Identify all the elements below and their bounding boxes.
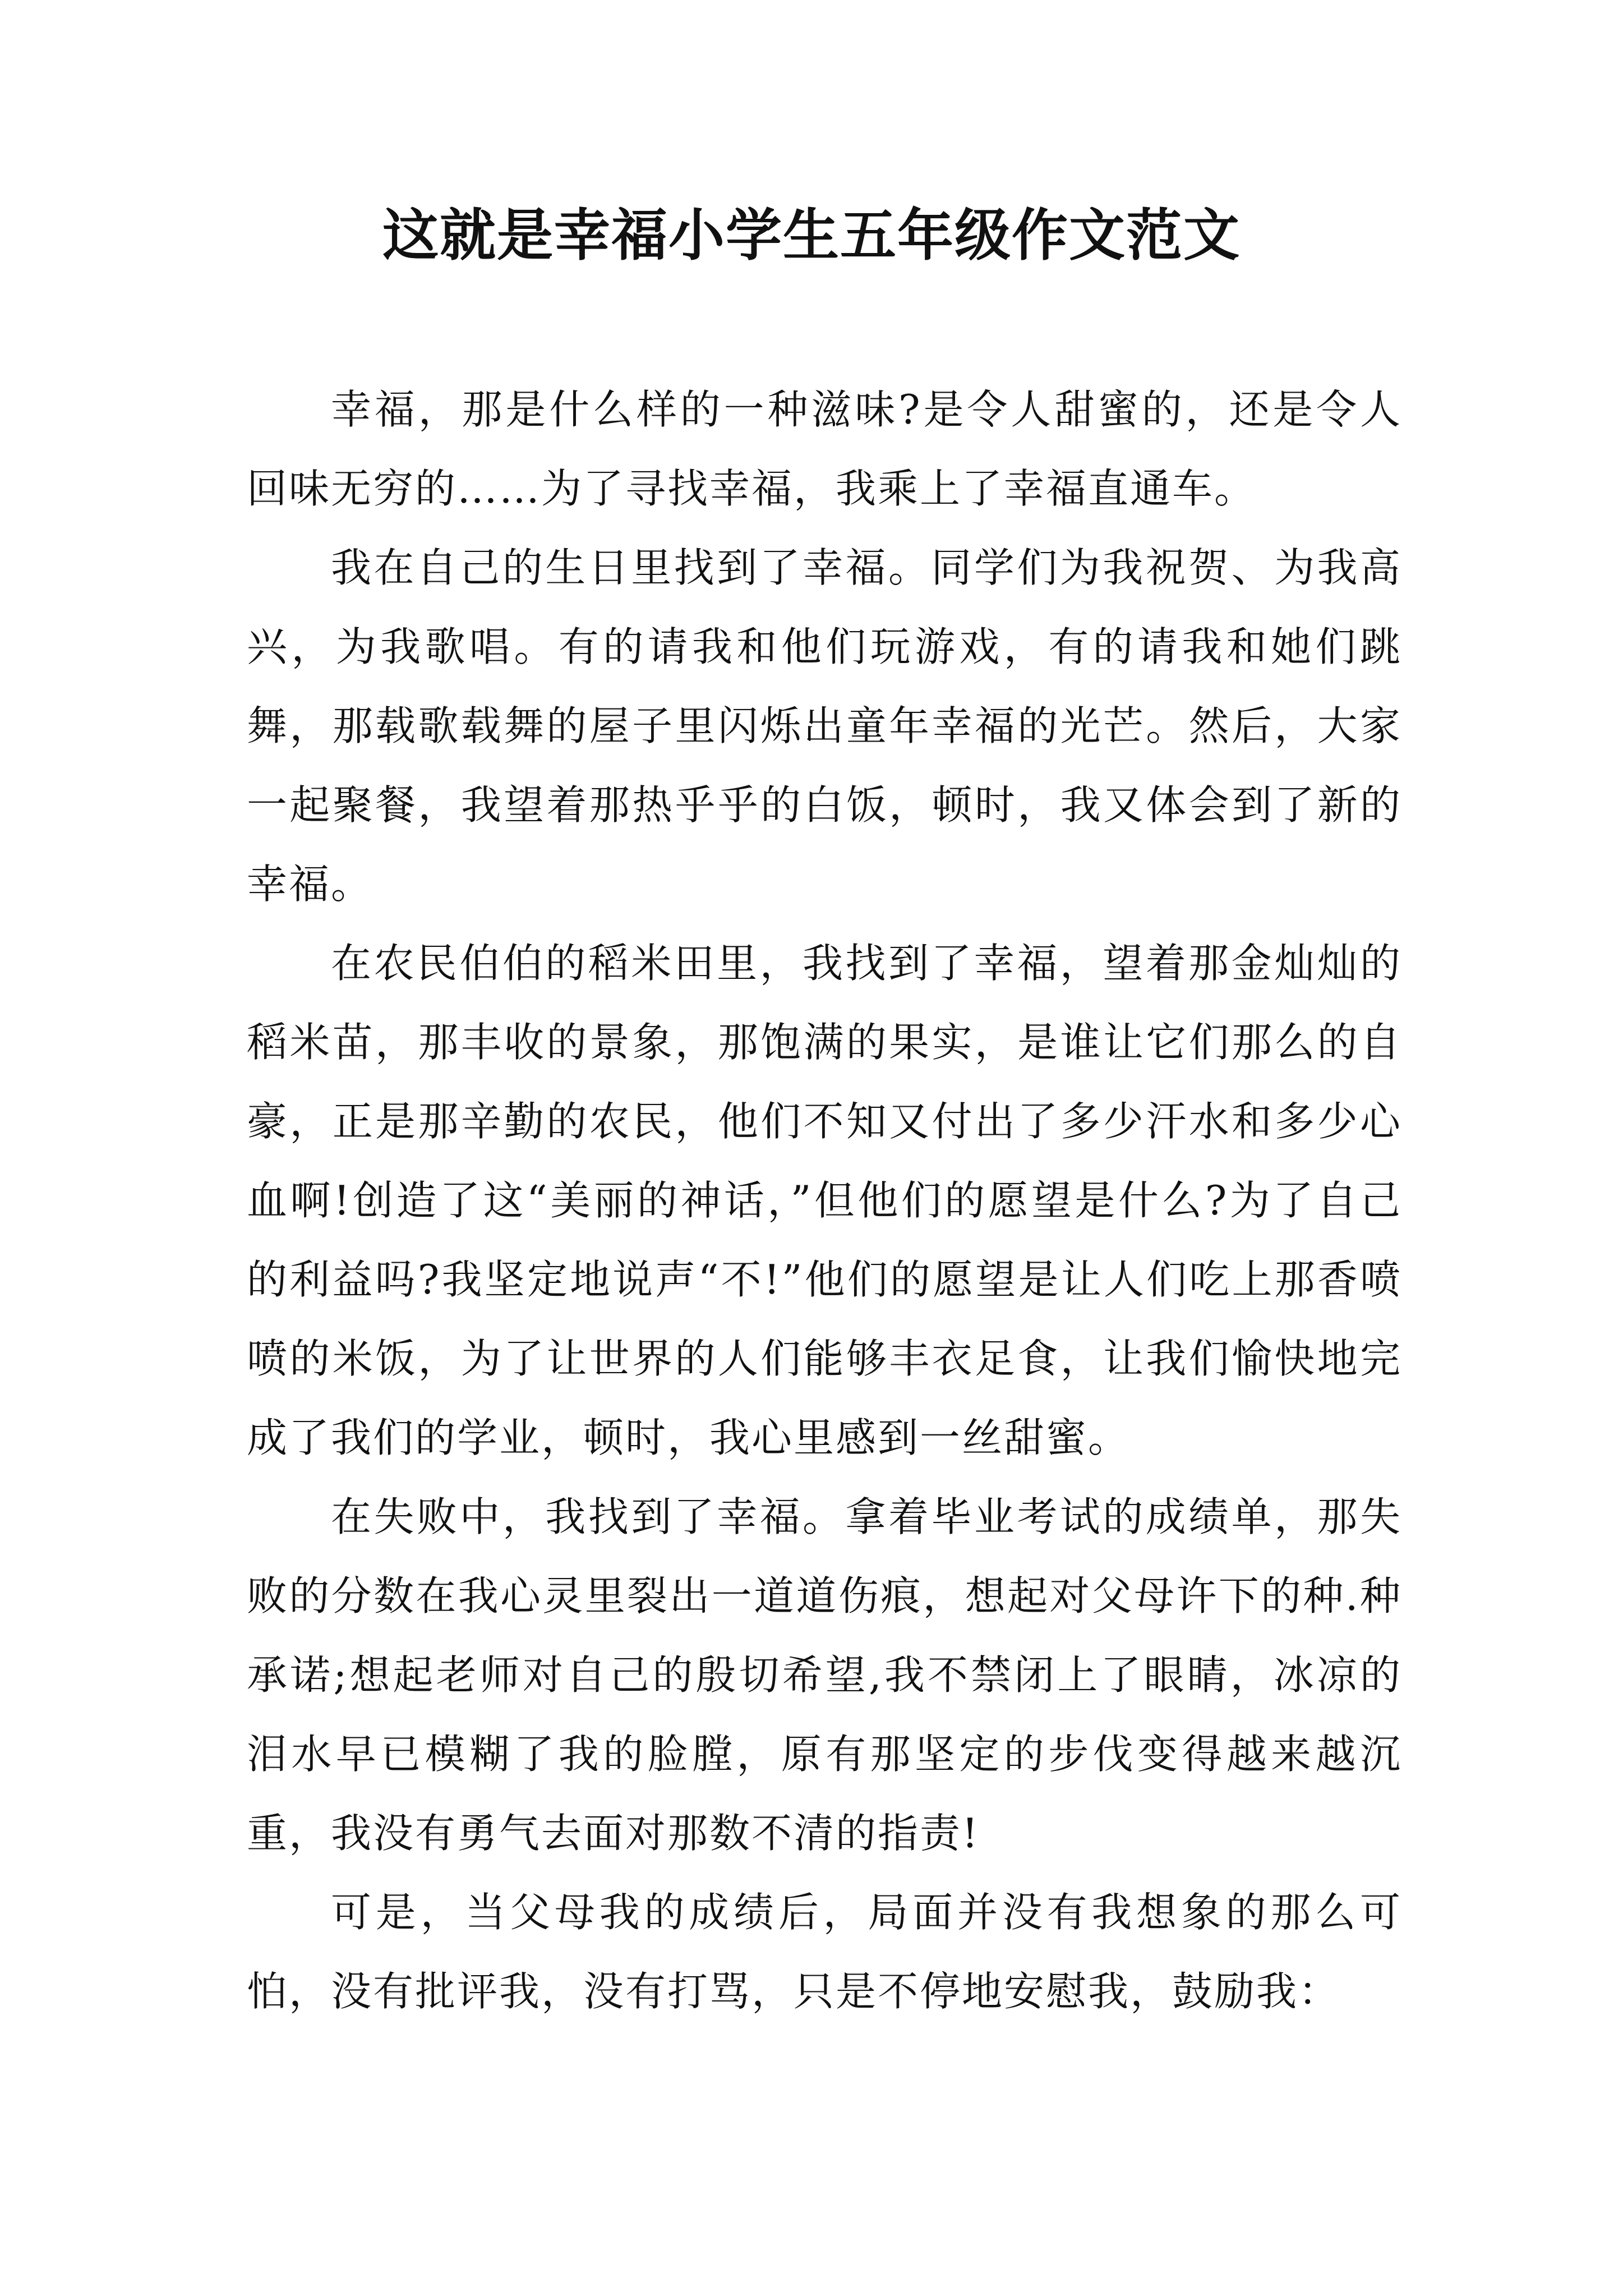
paragraph-1: 幸福，那是什么样的一种滋味?是令人甜蜜的，还是令人回味无穷的……为了寻找幸福，我乘上了幸福直通车。 (247, 386, 1402, 512)
essay-body (247, 370, 1402, 2031)
paragraph-2: 我在自己的生日里找到了幸福。同学们为我祝贺、为我高兴，为我歌唱。有的请我和他们玩游戏，有的请我和她们跳舞，那载歌载舞的屋子里闪烁出童年幸福的光芒。然后，大家一起聚餐，我望着那热乎乎的白饭，顿时，我又体会到了新的幸福。 (247, 544, 1402, 908)
paragraph-3: 在农民伯伯的稻米田里，我找到了幸福，望着那金灿灿的稻米苗，那丰收的景象，那饱满的果实，是谁让它们那么的自豪，正是那辛勤的农民，他们不知又付出了多少汗水和多少心血啊!创造了这“美丽的神话，”但他们的愿望是什么?为了自己的利益吗?我坚定地说声“不!”他们的愿望是让人们吃上那香喷喷的米饭，为了让世界的人们能够丰衣足食，让我们愉快地完成了我们的学业，顿时，我心里感到一丝甜蜜。 (247, 940, 1402, 1461)
paragraph-5: 可是，当父母我的成绩后，局面并没有我想象的那么可怕，没有批评我，没有打骂，只是不停地安慰我，鼓励我： (247, 1889, 1402, 2015)
page-title: 这就是幸福小学生五年级作文范文 (382, 203, 1241, 268)
paragraph-4: 在失败中，我找到了幸福。拿着毕业考试的成绩单，那失败的分数在我心灵里裂出一道道伤痕，想起对父母许下的种.种承诺;想起老师对自己的殷切希望,我不禁闭上了眼睛，冰凉的泪水早已模糊了我的脸膛，原有那坚定的步伐变得越来越沉重，我没有勇气去面对那数不清的指责! (247, 1493, 1402, 1857)
